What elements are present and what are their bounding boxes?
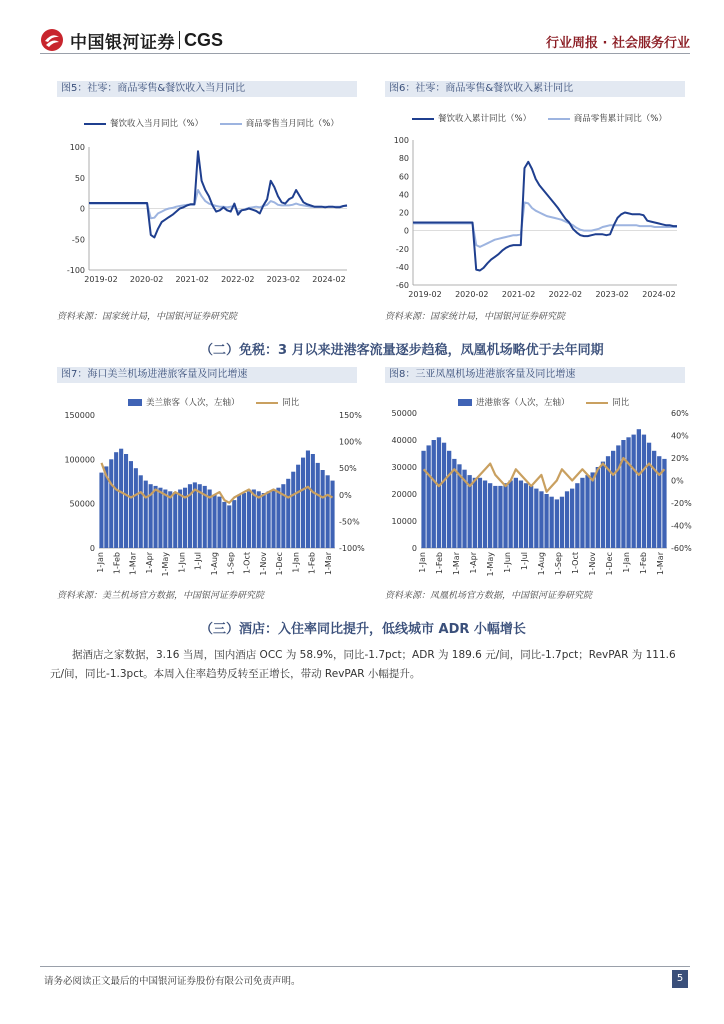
fig8-x-tick: 1-Mar: [452, 552, 461, 576]
fig7-bar: [306, 451, 310, 549]
fig7-y-right-tick: 0%: [339, 490, 352, 500]
fig6-y-tick: -20: [395, 244, 409, 254]
brand-separator: [179, 31, 180, 49]
fig8-bar: [529, 486, 533, 548]
fig7-bar: [232, 500, 236, 548]
fig8-chart-svg: [385, 407, 695, 582]
fig7-bar: [217, 497, 221, 548]
fig7-bar: [124, 454, 128, 548]
fig6-x-tick: 2019-02: [408, 290, 442, 299]
fig6-legend-dine: 餐饮收入累计同比（%）: [438, 114, 532, 124]
fig8-bar: [437, 437, 441, 548]
fig8-y-left-tick: 30000: [391, 463, 417, 472]
fig7-bar: [222, 502, 226, 548]
fig7-bar: [316, 463, 320, 548]
fig7-x-tick: 1-Dec: [275, 552, 285, 576]
fig8-bar: [652, 451, 656, 548]
fig7-y-right-tick: -100%: [339, 544, 365, 553]
fig7-legend-bar: 美兰旅客（人次，左轴）: [146, 398, 240, 408]
fig7-bar: [129, 461, 133, 548]
fig8-bar: [616, 445, 620, 548]
header-divider: [40, 53, 690, 54]
fig5-chart: [57, 137, 357, 297]
fig7-bar: [158, 488, 162, 548]
fig7-bar: [114, 452, 118, 548]
fig6-x-tick: 2024-02: [642, 290, 676, 299]
fig7-x-tick: 1-Sep: [226, 552, 236, 576]
fig7-x-tick: 1-Mar: [128, 552, 138, 576]
fig8-x-tick: 1-Feb: [639, 552, 648, 575]
fig8-x-tick: 1-Jun: [503, 552, 512, 573]
fig8-bar: [626, 437, 630, 548]
fig8-bar: [483, 481, 487, 549]
fig7-bar: [291, 472, 295, 548]
fig7-bar: [262, 493, 266, 548]
fig8-x-tick: 1-Dec: [605, 552, 614, 576]
fig8-bar: [560, 497, 564, 548]
fig8-legend-line: 同比: [612, 398, 630, 408]
brand-name-en: CGS: [184, 29, 224, 50]
fig8-bar: [524, 483, 528, 548]
fig7-y-right-tick: 50%: [339, 464, 357, 474]
fig7-bar: [247, 491, 251, 548]
fig5-x-tick: 2020-02: [129, 275, 164, 284]
section-duty-free-title: （二）免税：3 月以来进港客流量逐步趋稳，凤凰机场略优于去年同期: [200, 343, 604, 358]
fig6-y-tick: 20: [398, 208, 409, 218]
fig5-x-tick: 2023-02: [266, 275, 301, 284]
fig8-x-tick: 1-Jan: [622, 552, 631, 573]
fig7-bar: [276, 488, 280, 548]
fig6-chart: [385, 132, 685, 302]
fig7-legend-line: 同比: [282, 398, 300, 408]
fig7-chart: [57, 407, 367, 582]
fig8-bar: [555, 499, 559, 548]
fig6-y-tick: 40: [398, 190, 409, 200]
fig6-title: 图6：社零：商品零售&餐饮收入累计同比: [385, 81, 685, 97]
fig5-y-tick: -100: [66, 266, 85, 275]
fig8-bar: [637, 429, 641, 548]
fig5-chart-svg: [57, 137, 357, 297]
fig8-bar: [447, 451, 451, 548]
fig8-bar: [580, 478, 584, 548]
fig7-bar: [109, 459, 113, 548]
fig6-source: 资料来源：国家统计局，中国银河证券研究院: [385, 312, 566, 322]
fig7-x-tick: 1-Feb: [307, 552, 317, 575]
fig8-bar: [647, 443, 651, 548]
fig7-bar: [267, 491, 271, 548]
fig8-x-tick: 1-Nov: [588, 552, 597, 576]
fig8-title: 图8：三亚凤凰机场进港旅客量及同比增速: [385, 367, 685, 383]
fig8-bar: [642, 435, 646, 548]
fig8-bar: [632, 435, 636, 548]
fig7-y-left-tick: 100000: [64, 455, 95, 465]
fig5-x-tick: 2021-02: [175, 275, 209, 284]
fig7-bar: [301, 458, 305, 548]
fig7-y-right-tick: 100%: [339, 437, 362, 447]
fig7-bar: [99, 473, 103, 548]
fig5-x-tick: 2024-02: [312, 275, 346, 284]
fig8-bar: [591, 472, 595, 548]
brand-logo: [40, 26, 223, 54]
fig7-y-right-tick: 150%: [339, 411, 362, 420]
fig8-x-tick: 1-Apr: [469, 552, 478, 574]
fig7-bar: [296, 465, 300, 548]
fig7-bar: [326, 475, 330, 548]
fig7-x-tick: 1-Oct: [242, 552, 252, 575]
fig6-x-tick: 2022-02: [548, 290, 583, 299]
fig8-bar: [611, 451, 615, 548]
footer-divider: [40, 966, 690, 967]
fig6-legend-retail: 商品零售累计同比（%）: [573, 114, 667, 124]
fig6-y-tick: -60: [395, 281, 409, 290]
fig8-bar: [601, 462, 605, 548]
fig6-y-tick: -40: [395, 262, 409, 272]
fig7-bar: [257, 491, 261, 548]
fig8-bar: [544, 494, 548, 548]
fig8-y-left-tick: 20000: [391, 490, 417, 499]
fig8-source: 资料来源：凤凰机场官方数据，中国银河证券研究院: [385, 591, 593, 601]
fig5-source: 资料来源：国家统计局，中国银河证券研究院: [57, 312, 238, 322]
fig5-legend-dine: 餐饮收入当月同比（%）: [110, 119, 204, 129]
fig8-bar: [539, 491, 543, 548]
fig5-y-tick: 50: [74, 173, 85, 183]
fig7-bar: [173, 492, 177, 548]
fig7-x-tick: 1-Mar: [324, 552, 333, 576]
fig5-series-line: [89, 151, 347, 237]
fig8-bar: [585, 475, 589, 548]
fig8-bar: [565, 491, 569, 548]
fig6-y-tick: 0: [403, 226, 409, 236]
fig7-y-left-tick: 150000: [64, 411, 95, 420]
fig8-bar: [488, 483, 492, 548]
fig7-x-tick: 1-Jan: [291, 552, 301, 573]
fig8-bar: [550, 497, 554, 548]
fig7-bar: [321, 470, 325, 548]
fig6-x-tick: 2020-02: [455, 290, 489, 299]
fig7-bar: [168, 491, 172, 548]
fig6-legend: [412, 112, 681, 124]
brand-name-cn: 中国银河证券: [70, 32, 175, 53]
fig8-bar: [621, 440, 625, 548]
fig8-y-left-tick: 40000: [391, 436, 417, 445]
fig6-chart-svg: [385, 132, 685, 302]
fig7-x-tick: 1-Jan: [96, 552, 105, 573]
fig8-bar: [493, 486, 497, 548]
report-type-title: 行业周报 · 社会服务行业: [546, 36, 690, 51]
fig8-y-left-tick: 0: [411, 544, 417, 553]
fig7-bar: [237, 495, 241, 548]
fig8-x-tick: 1-Oct: [571, 552, 580, 575]
fig7-source: 资料来源：美兰机场官方数据，中国银河证券研究院: [57, 591, 265, 601]
fig8-bar: [514, 478, 518, 548]
fig8-y-right-tick: -40%: [671, 521, 692, 531]
fig8-bar: [519, 481, 523, 549]
fig7-x-tick: 1-Jun: [177, 552, 187, 573]
section-hotel-title: （三）酒店：入住率同比提升，低线城市 ADR 小幅增长: [200, 622, 526, 637]
fig7-bar: [119, 449, 123, 548]
fig7-bar: [134, 468, 138, 548]
fig7-x-tick: 1-Aug: [210, 552, 219, 576]
fig5-legend: [84, 117, 353, 129]
fig8-chart: [385, 407, 695, 582]
fig6-y-tick: 60: [398, 172, 409, 182]
fig8-bar: [509, 481, 513, 549]
fig5-legend-retail: 商品零售当月同比（%）: [245, 119, 339, 129]
fig8-y-left-tick: 50000: [391, 409, 417, 418]
fig8-bar: [596, 467, 600, 548]
fig7-bar: [311, 454, 315, 548]
fig7-title: 图7：海口美兰机场进港旅客量及同比增速: [57, 367, 357, 383]
fig7-bar: [154, 486, 158, 548]
fig7-bar: [213, 495, 217, 548]
fig6-x-tick: 2021-02: [501, 290, 536, 299]
fig7-bar: [144, 481, 148, 548]
fig8-x-tick: 1-Sep: [554, 552, 563, 576]
fig8-bar: [442, 443, 446, 548]
fig8-x-tick: 1-Jul: [520, 552, 529, 571]
fig7-bar: [272, 490, 276, 549]
fig8-y-right-tick: -20%: [671, 499, 692, 508]
fig7-y-right-tick: -50%: [339, 517, 360, 527]
fig8-bar: [503, 483, 507, 548]
fig7-bar: [252, 490, 256, 549]
fig8-bar: [473, 478, 477, 548]
fig6-y-tick: 100: [393, 136, 409, 145]
fig8-legend-bar: 进港旅客（人次，左轴）: [476, 398, 570, 408]
fig8-bar: [570, 489, 574, 548]
fig6-series-line: [413, 203, 677, 247]
page-number: 5: [672, 970, 688, 988]
fig5-title: 图5：社零：商品零售&餐饮收入当月同比: [57, 81, 357, 97]
fig7-bar: [331, 481, 335, 548]
fig8-x-tick: 1-Feb: [435, 552, 444, 575]
fig8-bar: [575, 483, 579, 548]
footer-disclaimer: 请务必阅读正文最后的中国银河证券股份有限公司免责声明。: [44, 976, 301, 987]
fig7-x-tick: 1-Jul: [193, 552, 203, 571]
fig7-x-tick: 1-Apr: [144, 552, 154, 574]
fig8-bar: [534, 489, 538, 548]
fig7-bar: [286, 479, 290, 548]
fig8-x-tick: 1-May: [486, 552, 495, 577]
fig7-chart-svg: [57, 407, 367, 582]
brand-logo-icon: [40, 28, 64, 52]
fig8-y-right-tick: -60%: [671, 544, 692, 553]
fig8-bar: [432, 440, 436, 548]
fig6-y-tick: 80: [398, 154, 409, 164]
fig8-y-right-tick: 0%: [671, 476, 684, 486]
fig5-y-tick: -50: [71, 235, 85, 245]
fig7-y-left-tick: 0: [89, 544, 95, 553]
fig5-x-tick: 2019-02: [84, 275, 118, 284]
fig7-bar: [163, 490, 167, 549]
fig7-x-tick: 1-Feb: [112, 552, 122, 575]
fig8-bar: [427, 445, 431, 548]
fig6-x-tick: 2023-02: [595, 290, 629, 299]
fig8-x-tick: 1-Jan: [418, 552, 427, 573]
fig8-bar: [478, 478, 482, 548]
fig8-bar: [421, 451, 425, 548]
fig8-y-right-tick: 20%: [671, 454, 689, 463]
fig5-y-tick: 100: [69, 143, 85, 152]
fig7-y-left-tick: 50000: [69, 499, 95, 509]
fig7-x-tick: 1-May: [161, 552, 171, 577]
fig7-x-tick: 1-Nov: [258, 552, 268, 576]
fig8-y-right-tick: 40%: [671, 431, 689, 441]
fig5-y-tick: 0: [79, 204, 85, 214]
fig8-x-tick: 1-Aug: [537, 552, 546, 576]
fig8-bar: [657, 456, 661, 548]
fig7-bar: [178, 490, 182, 549]
fig8-y-right-tick: 60%: [671, 409, 689, 418]
hotel-paragraph: [50, 646, 690, 684]
fig7-bar: [139, 475, 143, 548]
hotel-paragraph-text: 据酒店之家数据，3.16 当周，国内酒店 OCC 为 58.9%，同比-1.7pct；ADR 为 189.6 元/间，同比-1.7pct；RevPAR 为 111.6 元/间，同比-1.3pct。本周入住率趋势反转至正增长，带动 RevPAR 小幅提升。: [50, 649, 676, 680]
fig8-y-left-tick: 10000: [391, 517, 417, 526]
fig5-x-tick: 2022-02: [221, 275, 255, 284]
fig8-bar: [498, 486, 502, 548]
fig8-x-tick: 1-Mar: [656, 552, 665, 576]
fig7-bar: [242, 493, 246, 548]
fig7-bar: [227, 505, 231, 548]
